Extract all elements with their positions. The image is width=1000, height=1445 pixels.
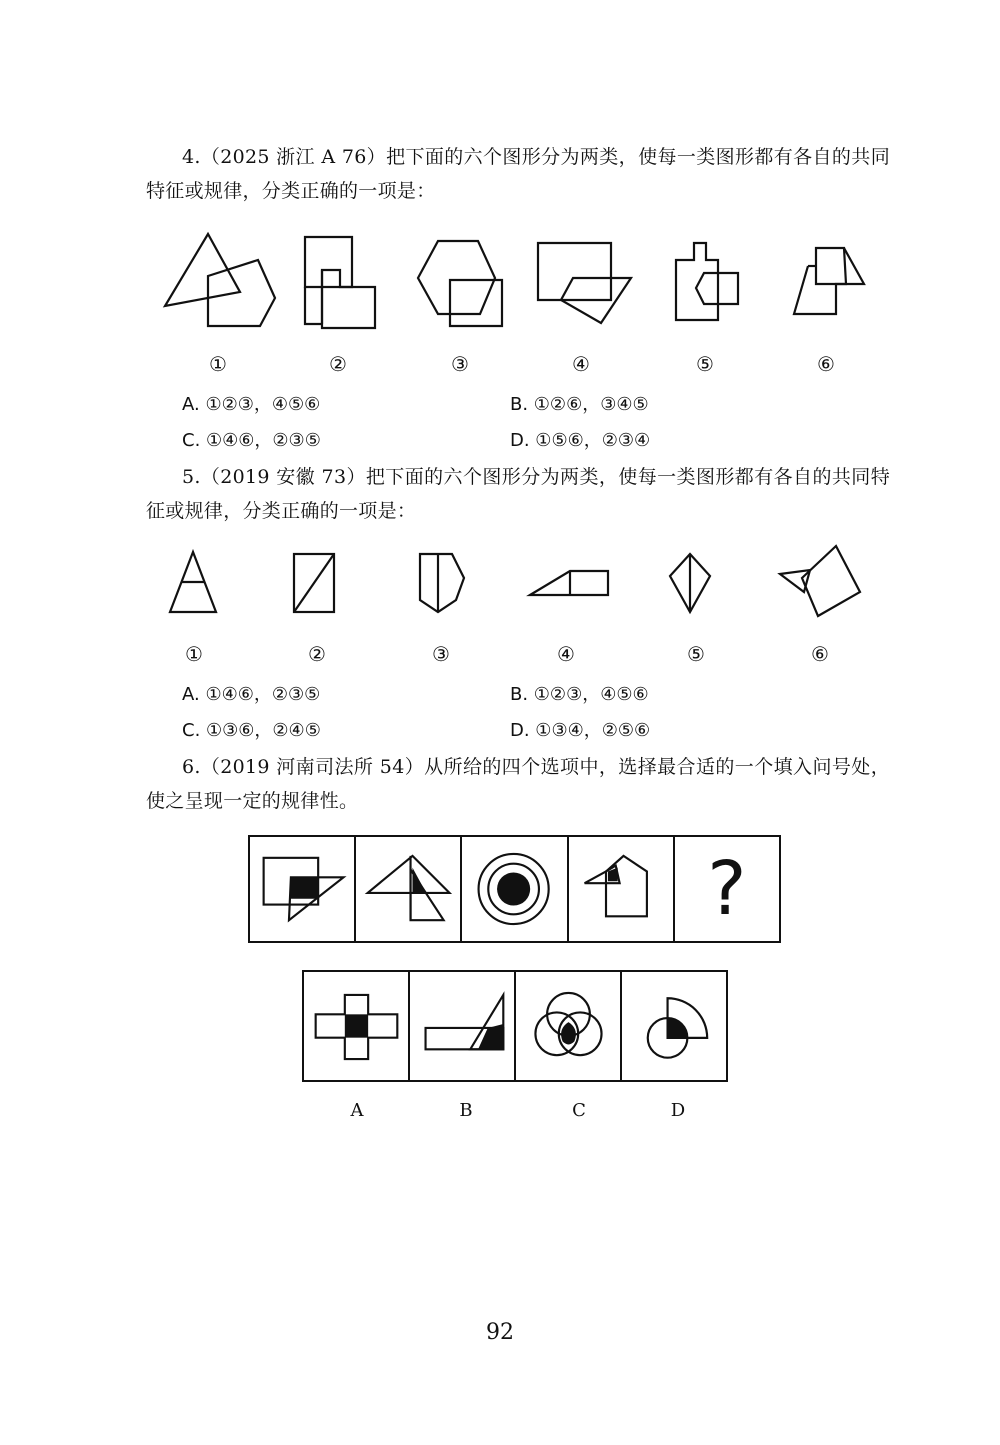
- question-4-text: 4.（2025 浙江 A 76）把下面的六个图形分为两类，使每一类图形都有各自的共同特征或规律，分类正确的一项是：: [146, 146, 890, 202]
- q4-figure-3: [410, 236, 510, 331]
- question-5-text: 5.（2019 安徽 73）把下面的六个图形分为两类，使每一类图形都有各自的共同特征或规律，分类正确的一项是：: [146, 466, 890, 522]
- q6-answer-strip: [302, 970, 728, 1082]
- q5-figure-3: [416, 550, 470, 616]
- q6-question-box-5: [675, 837, 779, 941]
- q4-option-c: C. ①④⑥，②③⑤: [182, 430, 321, 451]
- q6-question-box-1: [250, 837, 356, 941]
- q4-label-5: ⑤: [696, 352, 714, 376]
- q5-option-d: D. ①③④，②⑤⑥: [510, 720, 651, 741]
- q6-answer-box-b: [410, 972, 516, 1080]
- q4-figure-4: [533, 238, 643, 328]
- q4-option-b: B. ①②⑥，③④⑤: [510, 394, 649, 415]
- q6-answer-box-c: [516, 972, 622, 1080]
- q5-label-1: ①: [185, 642, 203, 666]
- q6-question-box-4: [569, 837, 675, 941]
- q5-option-a: A. ①④⑥，②③⑤: [182, 684, 321, 705]
- q6-answer-label-c: C: [572, 1100, 586, 1121]
- question-6-text: 6.（2019 河南司法所 54）从所给的四个选项中，选择最合适的一个填入问号处，使之呈现一定的规律性。: [146, 756, 890, 812]
- q5-figure-1: [166, 548, 220, 618]
- q6-question-strip: [248, 835, 781, 943]
- q4-option-d: D. ①⑤⑥，②③④: [510, 430, 651, 451]
- q5-label-2: ②: [308, 642, 326, 666]
- q6-answer-box-d: [622, 972, 726, 1080]
- question-mark: ?: [707, 846, 747, 932]
- q5-label-6: ⑥: [811, 642, 829, 666]
- q4-label-3: ③: [451, 352, 469, 376]
- q4-figure-6: [786, 240, 876, 320]
- q4-label-4: ④: [572, 352, 590, 376]
- q4-option-a: A. ①②③，④⑤⑥: [182, 394, 321, 415]
- q5-label-4: ④: [557, 642, 575, 666]
- q6-question-box-3: [462, 837, 568, 941]
- q5-label-3: ③: [432, 642, 450, 666]
- q6-question-box-2: [356, 837, 462, 941]
- q4-label-1: ①: [209, 352, 227, 376]
- q4-figure-5: [668, 238, 748, 328]
- q5-figure-4: [526, 565, 610, 601]
- q4-figure-2: [300, 232, 390, 332]
- q6-answer-label-b: B: [459, 1100, 473, 1121]
- q6-answer-label-d: D: [670, 1100, 686, 1121]
- q5-figure-6: [776, 542, 866, 622]
- q5-option-c: C. ①③⑥，②④⑤: [182, 720, 321, 741]
- q5-figure-5: [664, 550, 716, 616]
- q5-option-b: B. ①②③，④⑤⑥: [510, 684, 649, 705]
- page-number: 92: [486, 1320, 514, 1345]
- q4-label-6: ⑥: [817, 352, 835, 376]
- q4-figure-1: [160, 228, 280, 333]
- q4-label-2: ②: [329, 352, 347, 376]
- q6-answer-box-a: [304, 972, 410, 1080]
- q5-figure-2: [290, 550, 340, 616]
- q6-answer-label-a: A: [350, 1100, 364, 1121]
- q5-label-5: ⑤: [687, 642, 705, 666]
